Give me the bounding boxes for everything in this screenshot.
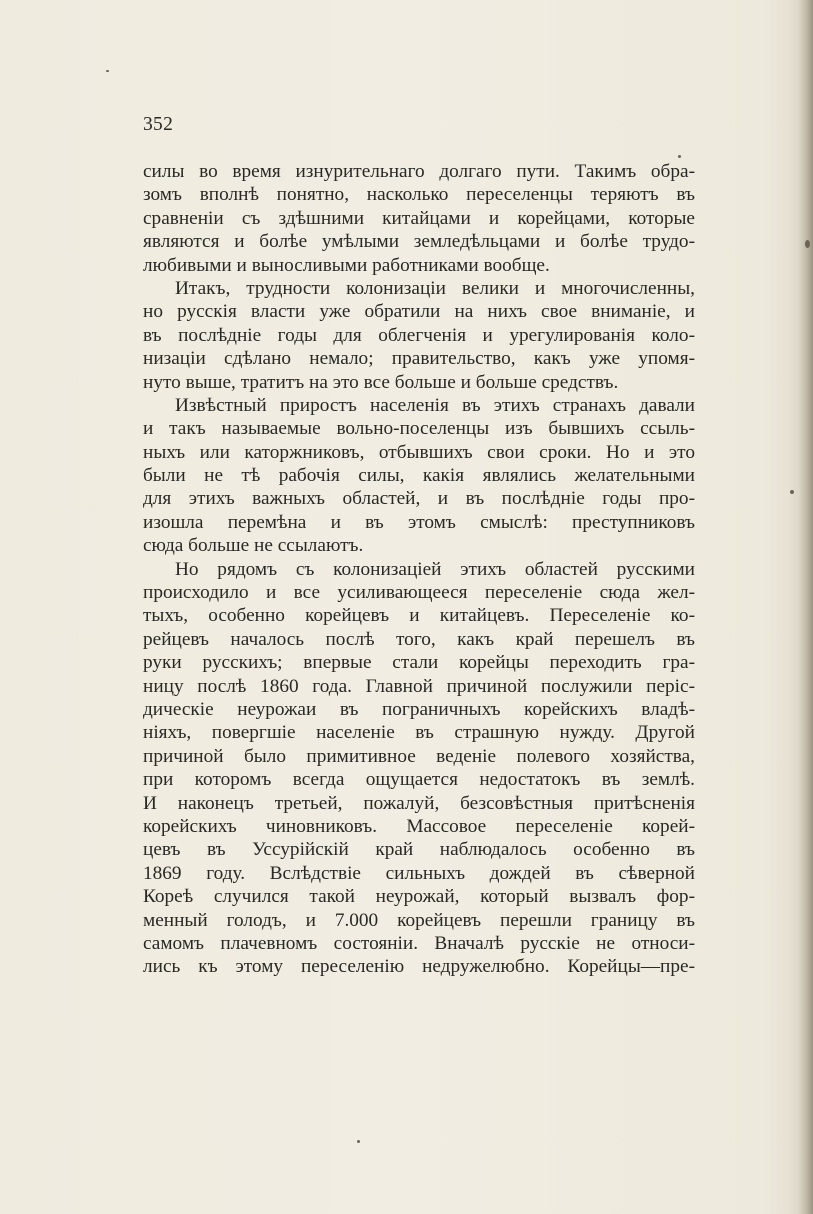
page-number: 352	[143, 114, 174, 135]
body-text	[143, 160, 695, 979]
text-line: тыхъ, особенно корейцевъ и китайцевъ. Переселеніе ко-	[143, 605, 695, 627]
text-line: лись къ этому переселенію недружелюбно. Корейцы—пре-	[143, 956, 695, 978]
text-line: дическіе неурожаи въ пограничныхъ корейскихъ владѣ-	[143, 698, 695, 720]
text-line: сюда больше не ссылаютъ.	[143, 535, 364, 557]
text-line: являются и болѣе умѣлыми земледѣльцами и болѣе трудо-	[143, 231, 695, 253]
text-line: но русскія власти уже обратили на нихъ свое вниманіе, и	[143, 301, 695, 323]
text-line: изошла перемѣна и въ этомъ смыслѣ: преступниковъ	[143, 511, 695, 533]
text-line: нуто выше, тратитъ на это все больше и больше средствъ.	[143, 371, 619, 393]
text-line: причиной было примитивное веденіе полевого хозяйства,	[143, 745, 695, 767]
text-line: въ послѣдніе годы для облегченія и урегулированія коло-	[143, 324, 695, 346]
page-edge-shadow	[799, 0, 813, 1214]
text-line: Извѣстный приростъ населенія въ этихъ странахъ давали	[175, 394, 695, 416]
paper-speck	[805, 240, 810, 248]
text-line: силы во время изнурительнаго долгаго пути. Такимъ обра-	[143, 161, 695, 182]
text-line: Итакъ, трудности колонизаціи велики и многочисленны,	[175, 277, 695, 299]
text-line: 1869 году. Вслѣдствіе сильныхъ дождей въ сѣверной	[143, 862, 695, 884]
paper-speck	[790, 490, 794, 494]
text-line: ницу послѣ 1860 года. Главной причиной послужили періс-	[143, 675, 695, 697]
text-line: Но рядомъ съ колонизаціей этихъ областей русскими	[175, 558, 695, 580]
text-line: происходило и все усиливающееся переселеніе сюда жел-	[143, 582, 695, 604]
text-line: И наконецъ третьей, пожалуй, безсовѣстныя притѣсненія	[143, 792, 695, 814]
text-line: для этихъ важныхъ областей, и въ послѣдніе годы про-	[143, 488, 695, 510]
paper-speck	[357, 1140, 360, 1143]
text-line: корейскихъ чиновниковъ. Массовое переселеніе корей-	[143, 815, 695, 837]
text-line: менный голодъ, и 7.000 корейцевъ перешли границу въ	[143, 909, 695, 931]
paper-speck	[106, 70, 109, 72]
text-line: были не тѣ рабочія силы, какія являлись желательными	[143, 465, 695, 487]
text-line: любивыми и выносливыми работниками вообще.	[143, 254, 550, 276]
text-line: цевъ въ Уссурійскій край наблюдалось особенно въ	[143, 839, 695, 861]
text-line: при которомъ всегда ощущается недостатокъ въ землѣ.	[143, 769, 695, 791]
text-line: сравненіи съ здѣшними китайцами и корейцами, которые	[143, 207, 695, 229]
paper-speck	[678, 155, 681, 158]
text-line: рейцевъ началось послѣ того, какъ край перешелъ въ	[143, 628, 695, 650]
text-line: руки русскихъ; впервые стали корейцы переходить гра-	[143, 652, 695, 674]
text-line: и такъ называемые вольно-поселенцы изъ бывшихъ ссыль-	[143, 418, 695, 440]
text-line: самомъ плачевномъ состояніи. Вначалѣ русскіе не относи-	[143, 932, 695, 954]
text-line: зомъ вполнѣ понятно, насколько переселенцы теряютъ въ	[143, 184, 695, 206]
text-line: ніяхъ, повергшіе населеніе въ страшную нужду. Другой	[143, 722, 695, 744]
text-line: ныхъ или каторжниковъ, отбывшихъ свои сроки. Но и это	[143, 441, 695, 463]
text-line: низаціи сдѣлано немало; правительство, какъ уже упомя-	[143, 348, 695, 370]
text-line: Кореѣ случился такой неурожай, который вызвалъ фор-	[143, 886, 695, 908]
